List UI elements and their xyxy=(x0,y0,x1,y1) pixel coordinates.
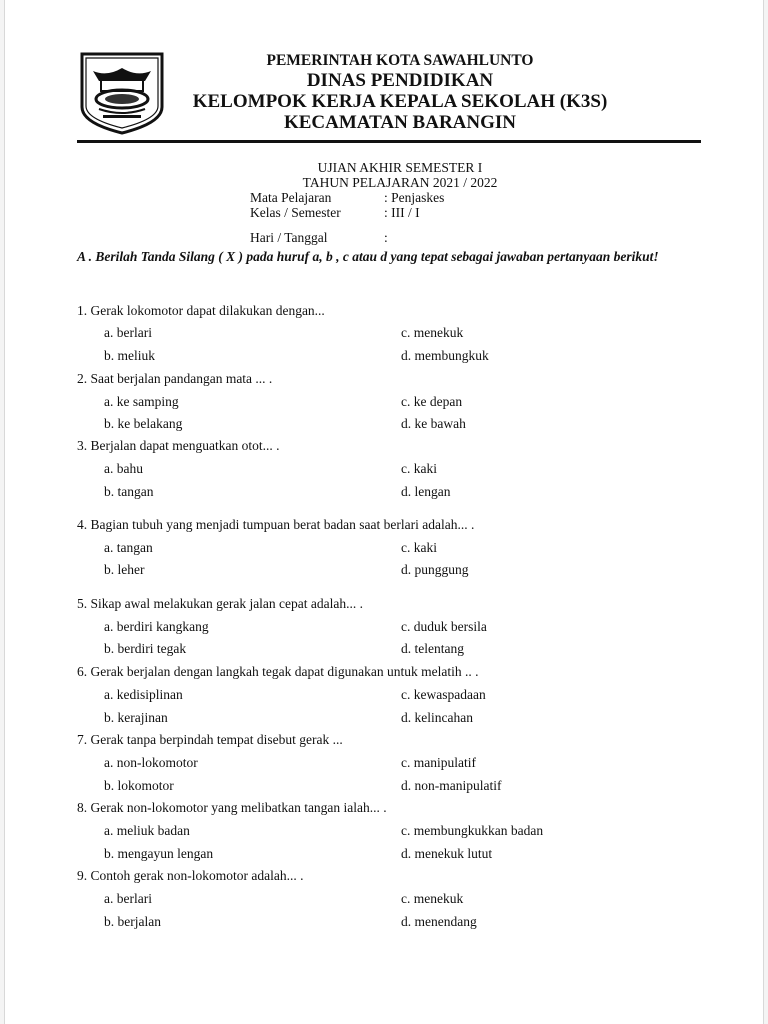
question-text: 7. Gerak tanpa berpindah tempat disebut gerak ... xyxy=(77,732,343,747)
option-b: b. lokomotor xyxy=(104,778,174,793)
question-text: 4. Bagian tubuh yang menjadi tumpuan berat badan saat berlari adalah... . xyxy=(77,517,475,532)
question-text: 8. Gerak non-lokomotor yang melibatkan tangan ialah... . xyxy=(77,800,387,815)
question-text: 2. Saat berjalan pandangan mata ... . xyxy=(77,371,273,386)
subject-value: : Penjaskes xyxy=(384,190,445,205)
option-a: a. bahu xyxy=(104,461,143,476)
option-a: a. meliuk badan xyxy=(104,823,190,838)
exam-page xyxy=(4,0,764,1024)
option-b: b. mengayun lengan xyxy=(104,846,214,861)
option-d: d. non-manipulatif xyxy=(401,778,502,793)
option-b: b. berjalan xyxy=(104,914,161,929)
option-c: c. manipulatif xyxy=(401,755,476,770)
exam-title: UJIAN AKHIR SEMESTER I xyxy=(317,160,483,175)
question-text: 6. Gerak berjalan dengan langkah tegak dapat digunakan untuk melatih .. . xyxy=(77,664,479,679)
option-d: d. telentang xyxy=(401,641,464,656)
option-a: a. berlari xyxy=(104,891,152,906)
department-name: DINAS PENDIDIKAN xyxy=(306,70,494,91)
subject-label: Mata Pelajaran xyxy=(250,190,332,205)
option-b: b. meliuk xyxy=(104,348,155,363)
district-name: KECAMATAN BARANGIN xyxy=(283,112,517,133)
option-d: d. punggung xyxy=(401,562,469,577)
option-a: a. berlari xyxy=(104,325,152,340)
option-d: d. ke bawah xyxy=(401,416,466,431)
option-d: d. lengan xyxy=(401,484,451,499)
option-c: c. kaki xyxy=(401,540,437,555)
question-text: 5. Sikap awal melakukan gerak jalan cepat adalah... . xyxy=(77,596,364,611)
date-value: : xyxy=(384,230,388,245)
option-c: c. menekuk xyxy=(401,891,464,906)
option-d: d. membungkuk xyxy=(401,348,489,363)
option-c: c. kaki xyxy=(401,461,437,476)
header-divider xyxy=(77,140,701,143)
option-b: b. tangan xyxy=(104,484,154,499)
option-b: b. kerajinan xyxy=(104,710,168,725)
government-name: PEMERINTAH KOTA SAWAHLUNTO xyxy=(266,52,534,69)
option-a: a. ke samping xyxy=(104,394,179,409)
date-label: Hari / Tanggal xyxy=(250,230,328,245)
option-a: a. tangan xyxy=(104,540,153,555)
option-b: b. ke belakang xyxy=(104,416,183,431)
option-a: a. non-lokomotor xyxy=(104,755,198,770)
letterhead xyxy=(165,52,635,134)
option-c: c. ke depan xyxy=(401,394,463,409)
option-c: c. membungkukkan badan xyxy=(401,823,544,838)
option-a: a. kedisiplinan xyxy=(104,687,183,702)
municipal-crest-icon xyxy=(79,51,165,135)
class-row xyxy=(250,205,420,220)
option-c: c. menekuk xyxy=(401,325,464,340)
academic-year: TAHUN PELAJARAN 2021 / 2022 xyxy=(302,175,498,190)
option-d: d. menekuk lutut xyxy=(401,846,493,861)
option-d: d. menendang xyxy=(401,914,477,929)
option-c: c. duduk bersila xyxy=(401,619,487,634)
class-value: : III / I xyxy=(384,205,420,220)
class-label: Kelas / Semester xyxy=(250,205,341,220)
date-row xyxy=(250,230,388,245)
option-b: b. leher xyxy=(104,562,145,577)
option-c: c. kewaspadaan xyxy=(401,687,486,702)
subject-row xyxy=(250,190,444,205)
option-d: d. kelincahan xyxy=(401,710,473,725)
question-text: 3. Berjalan dapat menguatkan otot... . xyxy=(77,438,280,453)
working-group-name: KELOMPOK KERJA KEPALA SEKOLAH (K3S) xyxy=(192,91,608,112)
instruction-text: A . Berilah Tanda Silang ( X ) pada huruf a, b , c atau d yang tepat sebagai jawaban pertanyaan berikut! xyxy=(77,249,659,264)
question-text: 9. Contoh gerak non-lokomotor adalah... . xyxy=(77,868,304,883)
option-a: a. berdiri kangkang xyxy=(104,619,209,634)
question-text: 1. Gerak lokomotor dapat dilakukan dengan... xyxy=(77,303,325,318)
option-b: b. berdiri tegak xyxy=(104,641,187,656)
